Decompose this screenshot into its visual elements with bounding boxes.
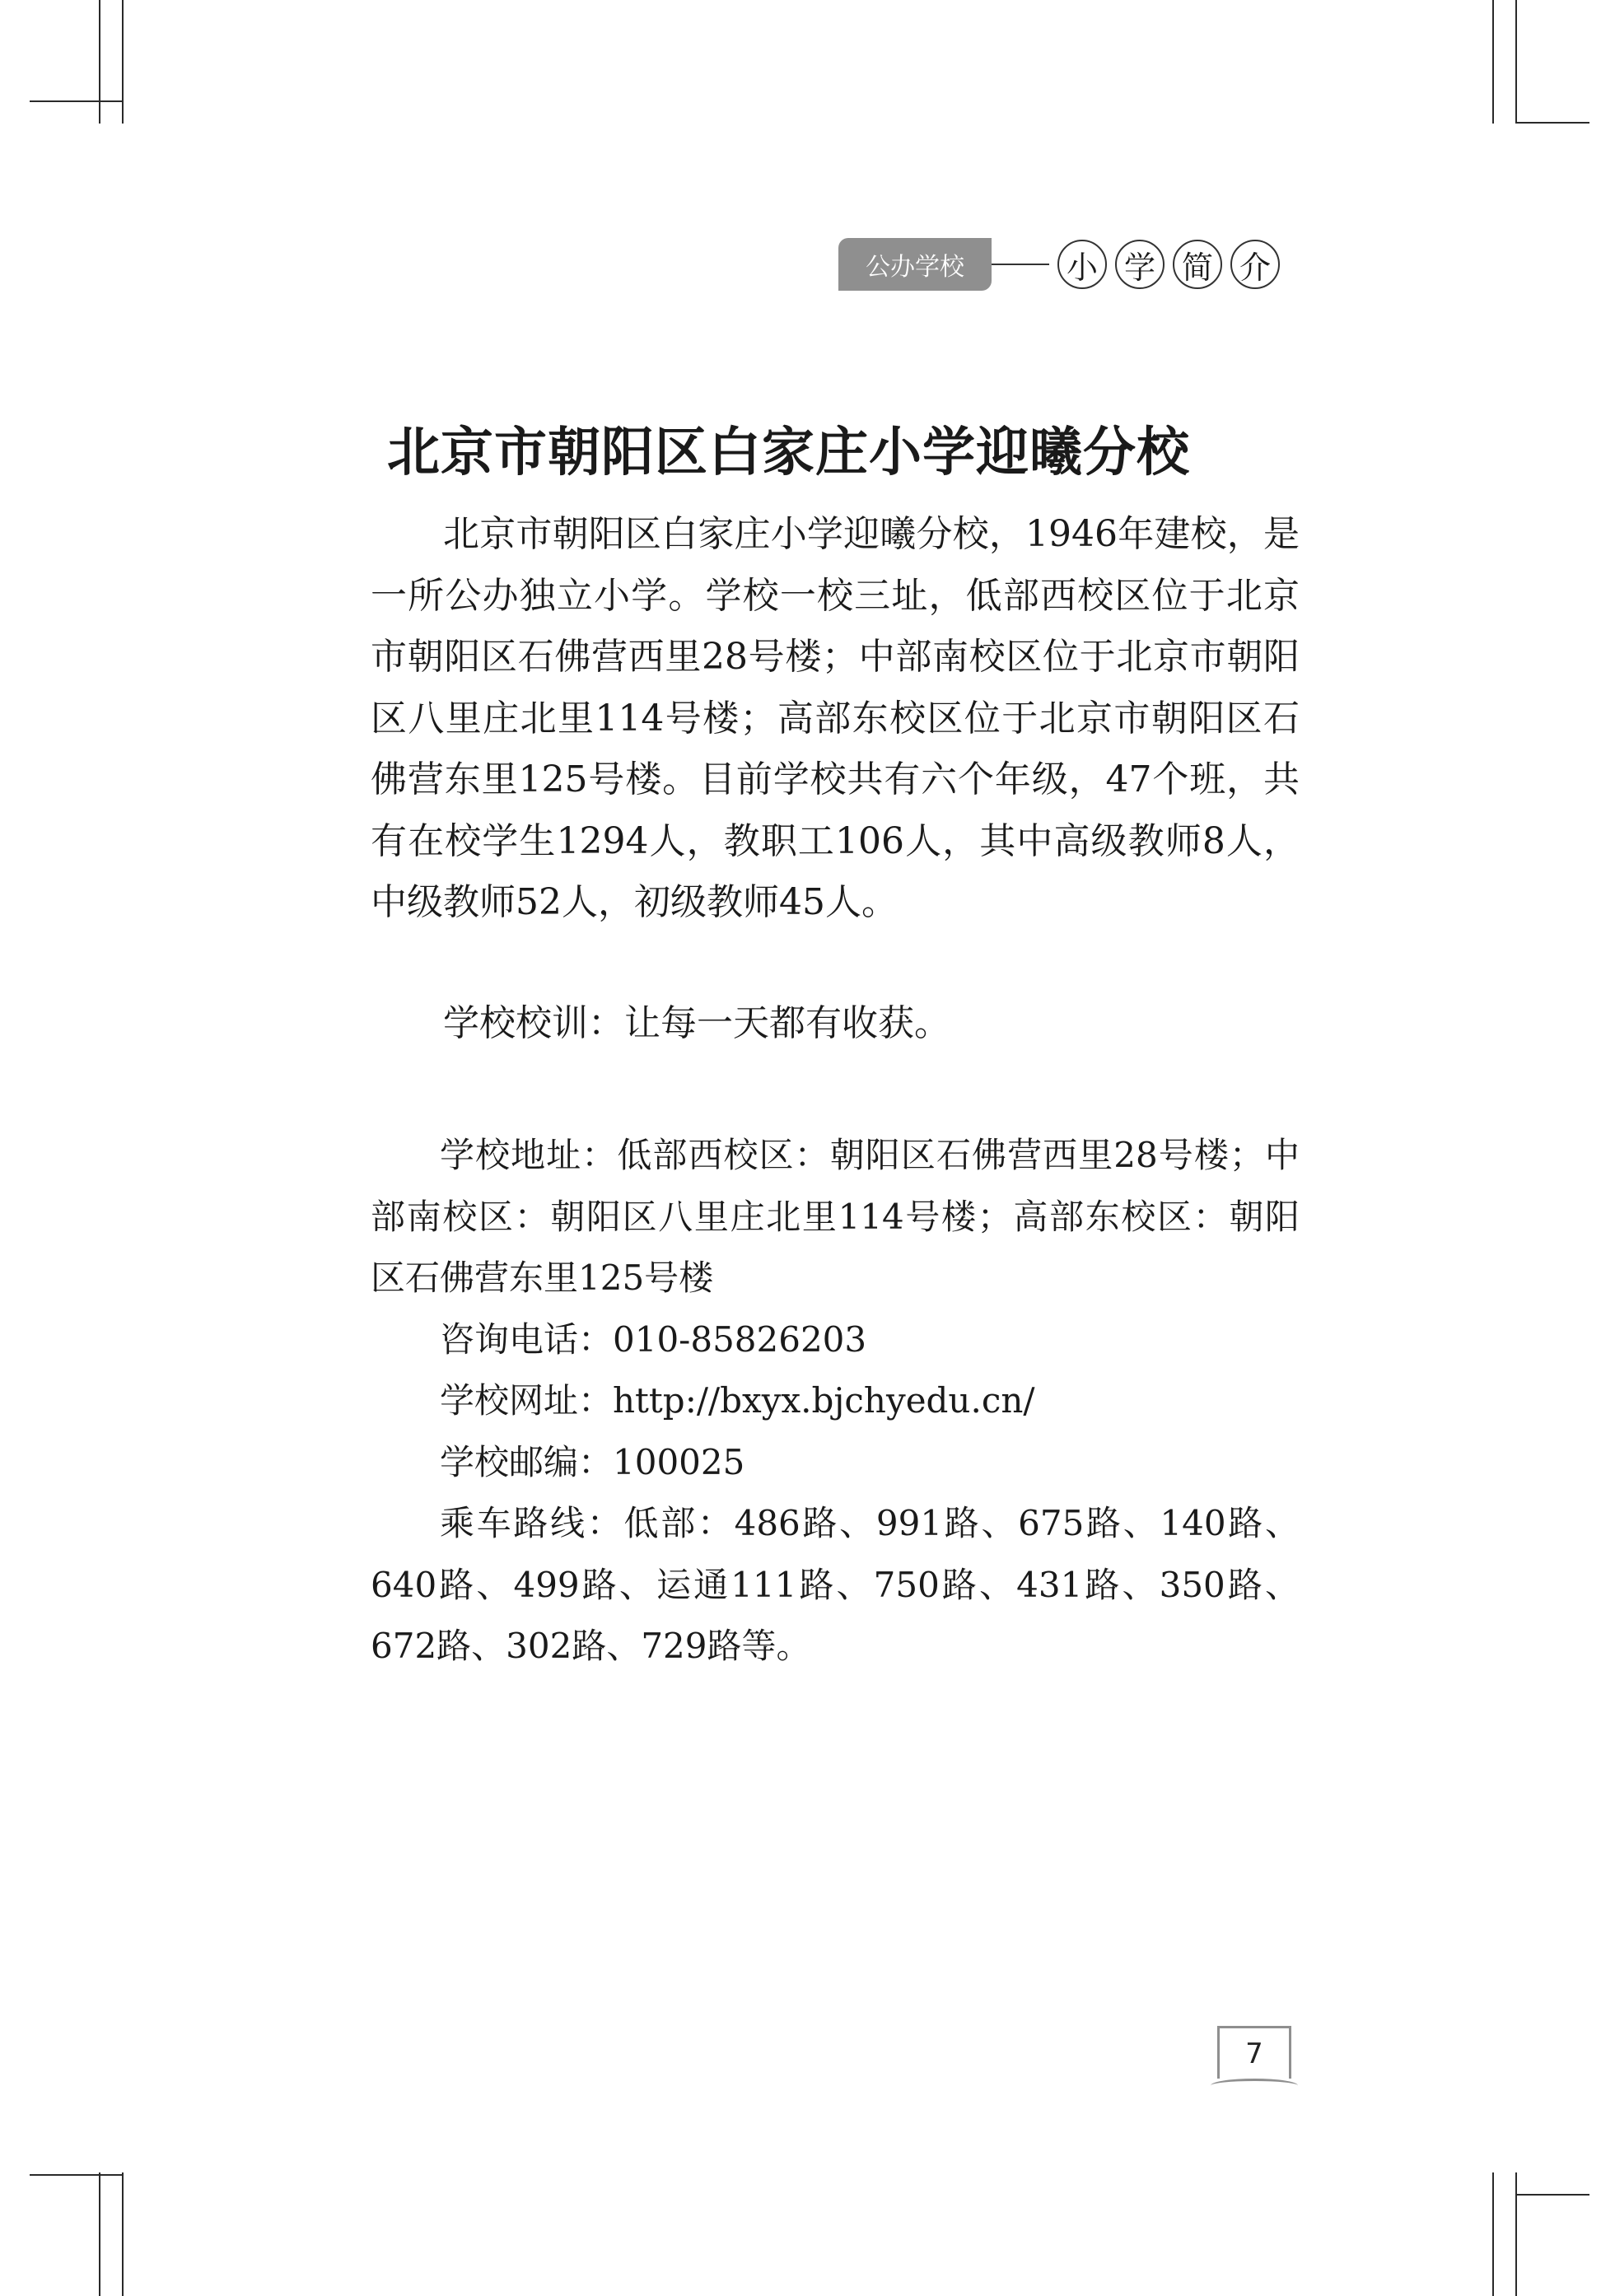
crop-mark [30, 100, 122, 102]
header-divider [992, 264, 1049, 265]
phone-text: 咨询电话：010-85826203 [440, 1318, 867, 1360]
website-text: 学校网址：http://bxyx.bjchyedu.cn/ [440, 1380, 1035, 1421]
page-title: 北京市朝阳区白家庄小学迎曦分校 [387, 422, 1190, 483]
crop-mark [1515, 2194, 1589, 2196]
section-header [838, 236, 1280, 293]
book-icon [1211, 2079, 1298, 2093]
crop-mark [99, 2172, 100, 2296]
crop-mark [1515, 0, 1517, 124]
crop-mark [30, 2174, 122, 2176]
crop-mark [1492, 0, 1494, 124]
intro-paragraph: 北京市朝阳区白家庄小学迎曦分校，1946年建校，是一所公办独立小学。学校一校三址，低部西校区位于北京市朝阳区石佛营西里28号楼；中部南校区位于北京市朝阳区八里庄北里114号楼；高部东校区位于北京市朝阳区石佛营东里125号楼。目前学校共有六个年级，47个班，共有在校学生1294人，教职工106人，其中高级教师8人，中级教师52人，初级教师45人。 [371, 513, 1300, 923]
header-char: 介 [1230, 240, 1280, 289]
address-text: 学校地址：低部西校区：朝阳区石佛营西里28号楼；中部南校区：朝阳区八里庄北里114号楼；高部东校区：朝阳区石佛营东里125号楼 [371, 1135, 1300, 1298]
postcode-text: 学校邮编：100025 [440, 1441, 745, 1482]
crop-mark [1515, 122, 1589, 124]
motto-section [371, 993, 1300, 1055]
category-badge: 公办学校 [838, 238, 992, 291]
crop-mark [122, 0, 124, 124]
motto-paragraph: 学校校训：让每一天都有收获。 [443, 1002, 950, 1044]
header-char: 学 [1115, 240, 1165, 289]
page-number: 7 [1217, 2026, 1291, 2079]
intro-section [371, 504, 1300, 934]
crop-mark [99, 0, 100, 124]
crop-mark [1515, 2172, 1517, 2296]
header-char: 简 [1173, 240, 1222, 289]
contact-info [371, 1125, 1300, 1678]
header-char: 小 [1057, 240, 1107, 289]
crop-mark [1492, 2172, 1494, 2296]
crop-mark [122, 2172, 124, 2296]
routes-text: 乘车路线：低部：486路、991路、675路、140路、640路、499路、运通111路、750路、431路、350路、672路、302路、729路等。 [371, 1503, 1300, 1666]
